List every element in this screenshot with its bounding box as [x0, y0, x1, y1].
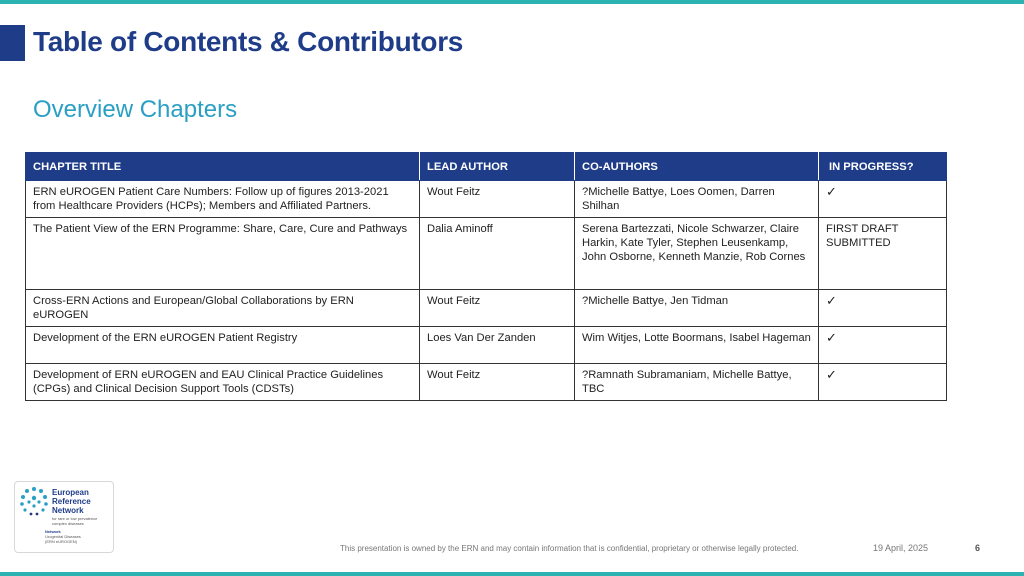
ern-dots-icon: [19, 486, 49, 518]
logo-tagline: for rare or low prevalence complex diseases: [52, 516, 98, 526]
column-header-chapter: CHAPTER TITLE: [26, 153, 420, 181]
confidentiality-note: This presentation is owned by the ERN and may contain information that is confidential, proprietary or otherwise legally protected.: [340, 544, 799, 553]
column-header-co-authors: CO-AUTHORS: [575, 153, 819, 181]
chapter-title-cell: ERN eUROGEN Patient Care Numbers: Follow up of figures 2013-2021 from Healthcare Providers (HCPs); Members and Affiliated Partners.: [26, 181, 420, 218]
lead-author-cell: Dalia Aminoff: [420, 218, 575, 290]
status-cell: ✓: [819, 290, 947, 327]
chapter-title-cell: Development of ERN eUROGEN and EAU Clinical Practice Guidelines (CPGs) and Clinical Decision Support Tools (CDSTs): [26, 364, 420, 401]
co-authors-cell: Serena Bartezzati, Nicole Schwarzer, Claire Harkin, Kate Tyler, Stephen Leusenkamp, John Osborne, Kenneth Manzie, Rob Cornes: [575, 218, 819, 290]
co-authors-cell: ?Ramnath Subramaniam, Michelle Battye, TBC: [575, 364, 819, 401]
ern-logo: [14, 481, 114, 553]
logo-wordmark: European Reference Network: [52, 488, 91, 515]
contents-table: [25, 152, 947, 401]
status-cell: ✓: [819, 181, 947, 218]
chapter-title-cell: The Patient View of the ERN Programme: Share, Care, Cure and Pathways: [26, 218, 420, 290]
status-cell: ✓: [819, 364, 947, 401]
table-row: [26, 327, 947, 364]
bottom-accent-bar: [0, 572, 1024, 576]
page-title: Table of Contents & Contributors: [33, 26, 464, 57]
status-cell: FIRST DRAFT SUBMITTED: [819, 218, 947, 290]
co-authors-cell: Wim Witjes, Lotte Boormans, Isabel Hageman: [575, 327, 819, 364]
co-authors-cell: ?Michelle Battye, Loes Oomen, Darren Shilhan: [575, 181, 819, 218]
page-number: 6: [975, 543, 981, 553]
title-marker: [0, 25, 25, 61]
table-header-row: [26, 153, 947, 181]
table-row: [26, 364, 947, 401]
lead-author-cell: Wout Feitz: [420, 290, 575, 327]
lead-author-cell: Loes Van Der Zanden: [420, 327, 575, 364]
table-row: [26, 218, 947, 290]
table-row: [26, 290, 947, 327]
section-title: Overview Chapters: [33, 96, 238, 123]
chapter-title-cell: Development of the ERN eUROGEN Patient Registry: [26, 327, 420, 364]
footer-date: 19 April, 2025: [873, 543, 929, 553]
table-row: [26, 181, 947, 218]
status-cell: ✓: [819, 327, 947, 364]
column-header-in-progress: IN PROGRESS?: [819, 153, 947, 181]
chapter-title-cell: Cross-ERN Actions and European/Global Collaborations by ERN eUROGEN: [26, 290, 420, 327]
lead-author-cell: Wout Feitz: [420, 364, 575, 401]
top-accent-bar: [0, 0, 1024, 4]
co-authors-cell: ?Michelle Battye, Jen Tidman: [575, 290, 819, 327]
logo-network-name: Network Urogenital Diseases (ERN eUROGEN): [45, 529, 81, 544]
lead-author-cell: Wout Feitz: [420, 181, 575, 218]
column-header-lead-author: LEAD AUTHOR: [420, 153, 575, 181]
